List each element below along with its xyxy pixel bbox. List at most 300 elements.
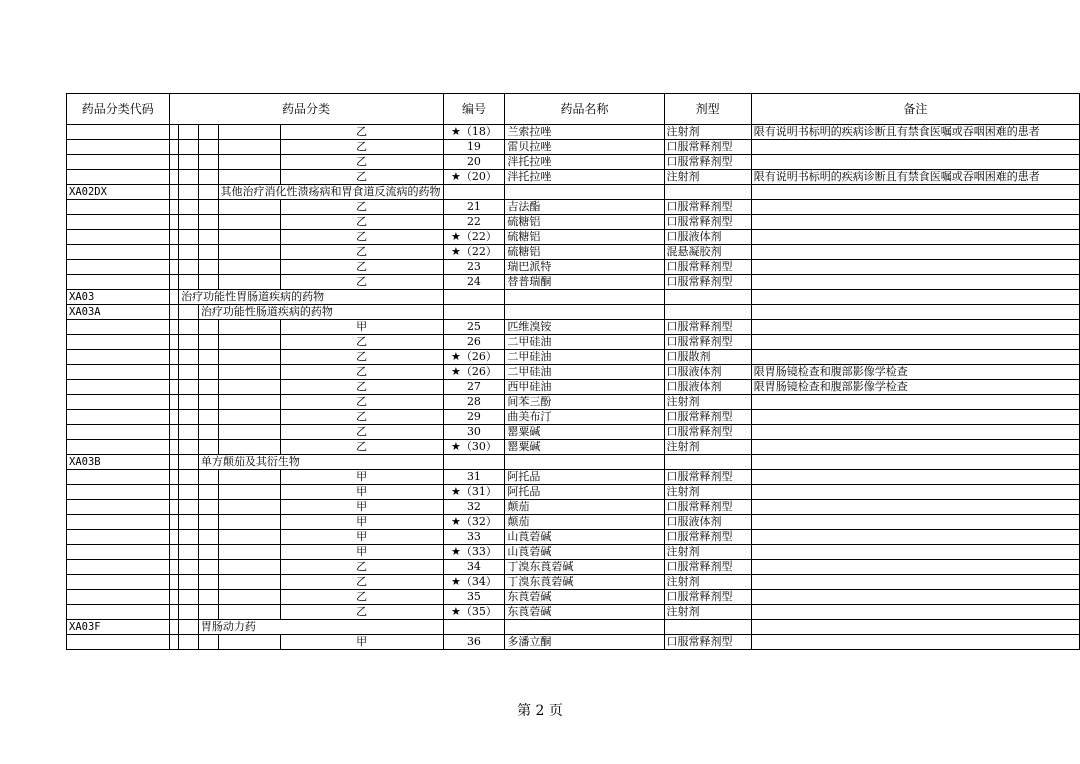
grade-cell: 甲 bbox=[280, 530, 443, 545]
number-cell: ★（33） bbox=[443, 545, 505, 560]
category-subcell bbox=[179, 425, 199, 440]
number-cell: ★（22） bbox=[443, 230, 505, 245]
number-cell: ★（26） bbox=[443, 365, 505, 380]
category-subcell bbox=[198, 215, 218, 230]
category-subcell bbox=[169, 260, 179, 275]
category-subcell bbox=[169, 485, 179, 500]
category-row bbox=[67, 185, 1080, 200]
table-row bbox=[67, 440, 1080, 455]
dosage-form-cell: 注射剂 bbox=[664, 545, 751, 560]
number-cell: 36 bbox=[443, 635, 505, 650]
dosage-form-cell: 口服常释剂型 bbox=[664, 470, 751, 485]
remark-cell bbox=[751, 530, 1079, 545]
remark-cell bbox=[751, 275, 1079, 290]
category-subcell bbox=[179, 365, 199, 380]
category-subcell bbox=[198, 395, 218, 410]
grade-cell: 乙 bbox=[280, 230, 443, 245]
dosage-form-cell: 口服液体剂 bbox=[664, 380, 751, 395]
grade-cell: 乙 bbox=[280, 410, 443, 425]
category-code-cell: XA03A bbox=[67, 305, 170, 320]
category-subcell bbox=[218, 500, 280, 515]
category-subcell bbox=[218, 260, 280, 275]
header-name: 药品名称 bbox=[505, 94, 664, 125]
remark-cell bbox=[751, 200, 1079, 215]
number-cell: 26 bbox=[443, 335, 505, 350]
code-cell bbox=[67, 335, 170, 350]
drug-name-cell: 丁溴东莨菪碱 bbox=[505, 560, 664, 575]
code-cell bbox=[67, 530, 170, 545]
category-subcell bbox=[179, 245, 199, 260]
drug-name-cell: 间苯三酚 bbox=[505, 395, 664, 410]
category-subcell bbox=[198, 245, 218, 260]
category-subcell bbox=[169, 380, 179, 395]
table-row bbox=[67, 575, 1080, 590]
category-subcell bbox=[179, 575, 199, 590]
grade-cell: 甲 bbox=[280, 635, 443, 650]
drug-name-cell: 泮托拉唑 bbox=[505, 155, 664, 170]
remark-cell bbox=[751, 230, 1079, 245]
drug-name-cell: 匹维溴铵 bbox=[505, 320, 664, 335]
dosage-form-cell: 口服液体剂 bbox=[664, 365, 751, 380]
remark-cell: 限胃肠镜检查和腹部影像学检查 bbox=[751, 380, 1079, 395]
category-subcell bbox=[179, 620, 199, 635]
grade-cell: 乙 bbox=[280, 275, 443, 290]
table-row bbox=[67, 410, 1080, 425]
code-cell bbox=[67, 140, 170, 155]
dosage-form-cell: 口服常释剂型 bbox=[664, 200, 751, 215]
header-code: 药品分类代码 bbox=[67, 94, 170, 125]
remark-cell: 限有说明书标明的疾病诊断且有禁食医嘱或吞咽困难的患者 bbox=[751, 125, 1079, 140]
dosage-form-cell: 口服常释剂型 bbox=[664, 155, 751, 170]
code-cell bbox=[67, 395, 170, 410]
category-subcell bbox=[198, 230, 218, 245]
code-cell bbox=[67, 380, 170, 395]
table-row bbox=[67, 500, 1080, 515]
category-subcell bbox=[169, 425, 179, 440]
category-subcell bbox=[179, 590, 199, 605]
number-cell bbox=[443, 185, 505, 200]
drug-name-cell: 雷贝拉唑 bbox=[505, 140, 664, 155]
category-subcell bbox=[218, 560, 280, 575]
category-subcell bbox=[169, 290, 179, 305]
category-subcell bbox=[218, 410, 280, 425]
table-row bbox=[67, 605, 1080, 620]
category-subcell bbox=[179, 485, 199, 500]
remark-cell bbox=[751, 350, 1079, 365]
dosage-form-cell: 注射剂 bbox=[664, 440, 751, 455]
number-cell: ★（35） bbox=[443, 605, 505, 620]
code-cell bbox=[67, 260, 170, 275]
category-subcell bbox=[169, 200, 179, 215]
grade-cell: 甲 bbox=[280, 320, 443, 335]
category-subcell bbox=[198, 590, 218, 605]
dosage-form-cell: 口服常释剂型 bbox=[664, 530, 751, 545]
dosage-form-cell: 混悬凝胶剂 bbox=[664, 245, 751, 260]
table-row bbox=[67, 515, 1080, 530]
category-subcell bbox=[218, 575, 280, 590]
code-cell bbox=[67, 155, 170, 170]
code-cell bbox=[67, 230, 170, 245]
category-subcell bbox=[169, 605, 179, 620]
table-row bbox=[67, 320, 1080, 335]
dosage-form-cell: 注射剂 bbox=[664, 605, 751, 620]
category-subcell bbox=[198, 515, 218, 530]
header-category: 药品分类 bbox=[169, 94, 443, 125]
category-title-cell: 治疗功能性肠道疾病的药物 bbox=[198, 305, 443, 320]
grade-cell: 乙 bbox=[280, 350, 443, 365]
remark-cell bbox=[751, 470, 1079, 485]
table-row bbox=[67, 260, 1080, 275]
category-subcell bbox=[179, 530, 199, 545]
code-cell bbox=[67, 365, 170, 380]
category-subcell bbox=[198, 155, 218, 170]
category-subcell bbox=[179, 320, 199, 335]
code-cell bbox=[67, 170, 170, 185]
category-subcell bbox=[179, 215, 199, 230]
category-subcell bbox=[198, 500, 218, 515]
category-subcell bbox=[218, 365, 280, 380]
remark-cell bbox=[751, 260, 1079, 275]
number-cell: 33 bbox=[443, 530, 505, 545]
table-row bbox=[67, 245, 1080, 260]
grade-cell: 甲 bbox=[280, 500, 443, 515]
drug-name-cell: 硫糖铝 bbox=[505, 215, 664, 230]
table-row bbox=[67, 140, 1080, 155]
code-cell bbox=[67, 515, 170, 530]
category-subcell bbox=[169, 350, 179, 365]
code-cell bbox=[67, 470, 170, 485]
number-cell: ★（26） bbox=[443, 350, 505, 365]
category-subcell bbox=[198, 470, 218, 485]
number-cell: ★（34） bbox=[443, 575, 505, 590]
drug-name-cell: 罂粟碱 bbox=[505, 425, 664, 440]
code-cell bbox=[67, 635, 170, 650]
category-subcell bbox=[198, 365, 218, 380]
number-cell bbox=[443, 305, 505, 320]
drug-name-cell: 二甲硅油 bbox=[505, 365, 664, 380]
category-subcell bbox=[179, 305, 199, 320]
category-title-cell: 胃肠动力药 bbox=[198, 620, 443, 635]
category-subcell bbox=[169, 230, 179, 245]
remark-cell bbox=[751, 440, 1079, 455]
remark-cell bbox=[751, 245, 1079, 260]
category-subcell bbox=[218, 470, 280, 485]
number-cell: ★（30） bbox=[443, 440, 505, 455]
page-number: 第 2 页 bbox=[517, 703, 563, 719]
category-subcell bbox=[179, 275, 199, 290]
table-header bbox=[67, 94, 1080, 125]
category-subcell bbox=[218, 485, 280, 500]
table-row bbox=[67, 215, 1080, 230]
category-subcell bbox=[169, 245, 179, 260]
category-row bbox=[67, 290, 1080, 305]
category-subcell bbox=[218, 215, 280, 230]
grade-cell: 乙 bbox=[280, 260, 443, 275]
grade-cell: 乙 bbox=[280, 335, 443, 350]
drug-name-cell: 多潘立酮 bbox=[505, 635, 664, 650]
category-subcell bbox=[179, 155, 199, 170]
remark-cell bbox=[751, 290, 1079, 305]
category-code-cell: XA03F bbox=[67, 620, 170, 635]
dosage-form-cell: 口服常释剂型 bbox=[664, 335, 751, 350]
drug-name-cell: 丁溴东莨菪碱 bbox=[505, 575, 664, 590]
category-subcell bbox=[179, 200, 199, 215]
table-row bbox=[67, 125, 1080, 140]
grade-cell: 乙 bbox=[280, 140, 443, 155]
code-cell bbox=[67, 245, 170, 260]
grade-cell: 乙 bbox=[280, 605, 443, 620]
code-cell bbox=[67, 350, 170, 365]
category-subcell bbox=[169, 305, 179, 320]
drug-name-cell: 颠茄 bbox=[505, 500, 664, 515]
dosage-form-cell: 口服常释剂型 bbox=[664, 320, 751, 335]
drug-name-cell: 兰索拉唑 bbox=[505, 125, 664, 140]
number-cell bbox=[443, 620, 505, 635]
category-subcell bbox=[169, 515, 179, 530]
category-subcell bbox=[179, 335, 199, 350]
category-subcell bbox=[218, 590, 280, 605]
category-subcell bbox=[169, 155, 179, 170]
drug-name-cell: 颠茄 bbox=[505, 515, 664, 530]
grade-cell: 乙 bbox=[280, 170, 443, 185]
category-subcell bbox=[169, 185, 179, 200]
category-subcell bbox=[179, 515, 199, 530]
category-subcell bbox=[169, 335, 179, 350]
code-cell bbox=[67, 560, 170, 575]
dosage-form-cell: 口服液体剂 bbox=[664, 230, 751, 245]
dosage-form-cell bbox=[664, 620, 751, 635]
code-cell bbox=[67, 440, 170, 455]
table-row bbox=[67, 335, 1080, 350]
drug-name-cell: 东莨菪碱 bbox=[505, 605, 664, 620]
header-remark: 备注 bbox=[751, 94, 1079, 125]
category-subcell bbox=[169, 620, 179, 635]
category-subcell bbox=[169, 575, 179, 590]
drug-name-cell bbox=[505, 290, 664, 305]
remark-cell: 限胃肠镜检查和腹部影像学检查 bbox=[751, 365, 1079, 380]
category-subcell bbox=[169, 365, 179, 380]
table-row bbox=[67, 470, 1080, 485]
category-subcell bbox=[218, 605, 280, 620]
remark-cell bbox=[751, 485, 1079, 500]
drug-name-cell bbox=[505, 455, 664, 470]
number-cell: 20 bbox=[443, 155, 505, 170]
header-number: 编号 bbox=[443, 94, 505, 125]
dosage-form-cell bbox=[664, 290, 751, 305]
remark-cell bbox=[751, 185, 1079, 200]
number-cell: 21 bbox=[443, 200, 505, 215]
category-subcell bbox=[218, 440, 280, 455]
category-subcell bbox=[169, 440, 179, 455]
drug-name-cell: 罂粟碱 bbox=[505, 440, 664, 455]
table-row bbox=[67, 590, 1080, 605]
category-subcell bbox=[218, 545, 280, 560]
number-cell: 23 bbox=[443, 260, 505, 275]
category-code-cell: XA02DX bbox=[67, 185, 170, 200]
grade-cell: 乙 bbox=[280, 590, 443, 605]
table-row bbox=[67, 365, 1080, 380]
drug-name-cell: 东莨菪碱 bbox=[505, 590, 664, 605]
number-cell bbox=[443, 455, 505, 470]
category-subcell bbox=[218, 635, 280, 650]
number-cell: 29 bbox=[443, 410, 505, 425]
drug-name-cell: 曲美布汀 bbox=[505, 410, 664, 425]
dosage-form-cell: 口服常释剂型 bbox=[664, 425, 751, 440]
remark-cell bbox=[751, 620, 1079, 635]
category-subcell bbox=[198, 410, 218, 425]
category-subcell bbox=[198, 200, 218, 215]
remark-cell bbox=[751, 425, 1079, 440]
number-cell: 35 bbox=[443, 590, 505, 605]
table-row bbox=[67, 275, 1080, 290]
category-row bbox=[67, 305, 1080, 320]
dosage-form-cell bbox=[664, 305, 751, 320]
category-subcell bbox=[218, 245, 280, 260]
table-row bbox=[67, 230, 1080, 245]
code-cell bbox=[67, 500, 170, 515]
dosage-form-cell: 口服液体剂 bbox=[664, 515, 751, 530]
category-subcell bbox=[179, 140, 199, 155]
category-subcell bbox=[179, 230, 199, 245]
category-subcell bbox=[169, 455, 179, 470]
remark-cell bbox=[751, 140, 1079, 155]
category-subcell bbox=[179, 410, 199, 425]
category-subcell bbox=[179, 395, 199, 410]
number-cell: 25 bbox=[443, 320, 505, 335]
table-row bbox=[67, 425, 1080, 440]
category-row bbox=[67, 620, 1080, 635]
category-subcell bbox=[198, 545, 218, 560]
drug-name-cell: 二甲硅油 bbox=[505, 350, 664, 365]
category-subcell bbox=[179, 545, 199, 560]
category-subcell bbox=[169, 590, 179, 605]
category-subcell bbox=[169, 500, 179, 515]
number-cell: ★（31） bbox=[443, 485, 505, 500]
remark-cell bbox=[751, 605, 1079, 620]
category-subcell bbox=[179, 635, 199, 650]
grade-cell: 乙 bbox=[280, 215, 443, 230]
dosage-form-cell: 口服常释剂型 bbox=[664, 590, 751, 605]
dosage-form-cell bbox=[664, 455, 751, 470]
drug-name-cell bbox=[505, 620, 664, 635]
drug-name-cell bbox=[505, 185, 664, 200]
category-subcell bbox=[179, 455, 199, 470]
number-cell: 34 bbox=[443, 560, 505, 575]
table-body bbox=[67, 125, 1080, 650]
category-subcell bbox=[198, 275, 218, 290]
category-subcell bbox=[169, 410, 179, 425]
category-subcell bbox=[198, 260, 218, 275]
category-subcell bbox=[218, 380, 280, 395]
table-row bbox=[67, 350, 1080, 365]
code-cell bbox=[67, 200, 170, 215]
category-subcell bbox=[179, 350, 199, 365]
table-row bbox=[67, 560, 1080, 575]
code-cell bbox=[67, 425, 170, 440]
category-subcell bbox=[198, 605, 218, 620]
grade-cell: 乙 bbox=[280, 425, 443, 440]
grade-cell: 乙 bbox=[280, 200, 443, 215]
code-cell bbox=[67, 320, 170, 335]
table-row bbox=[67, 635, 1080, 650]
remark-cell bbox=[751, 410, 1079, 425]
code-cell bbox=[67, 590, 170, 605]
category-title-cell: 其他治疗消化性溃疡病和胃食道反流病的药物 bbox=[218, 185, 443, 200]
category-subcell bbox=[169, 470, 179, 485]
drug-name-cell: 瑞巴派特 bbox=[505, 260, 664, 275]
category-subcell bbox=[169, 560, 179, 575]
number-cell: 32 bbox=[443, 500, 505, 515]
grade-cell: 乙 bbox=[280, 395, 443, 410]
category-subcell bbox=[198, 350, 218, 365]
grade-cell: 甲 bbox=[280, 485, 443, 500]
dosage-form-cell: 注射剂 bbox=[664, 170, 751, 185]
drug-name-cell: 泮托拉唑 bbox=[505, 170, 664, 185]
category-subcell bbox=[179, 500, 199, 515]
category-subcell bbox=[218, 320, 280, 335]
remark-cell bbox=[751, 545, 1079, 560]
number-cell: ★（18） bbox=[443, 125, 505, 140]
category-subcell bbox=[198, 140, 218, 155]
category-subcell bbox=[198, 335, 218, 350]
category-subcell bbox=[179, 560, 199, 575]
table-row bbox=[67, 380, 1080, 395]
category-subcell bbox=[198, 635, 218, 650]
table-row bbox=[67, 530, 1080, 545]
grade-cell: 乙 bbox=[280, 365, 443, 380]
category-subcell bbox=[179, 380, 199, 395]
category-row bbox=[67, 455, 1080, 470]
number-cell: 19 bbox=[443, 140, 505, 155]
category-subcell bbox=[179, 470, 199, 485]
remark-cell bbox=[751, 155, 1079, 170]
category-subcell bbox=[198, 440, 218, 455]
category-subcell bbox=[169, 215, 179, 230]
grade-cell: 乙 bbox=[280, 245, 443, 260]
category-subcell bbox=[218, 350, 280, 365]
drug-name-cell: 二甲硅油 bbox=[505, 335, 664, 350]
dosage-form-cell: 注射剂 bbox=[664, 395, 751, 410]
remark-cell: 限有说明书标明的疾病诊断且有禁食医嘱或吞咽困难的患者 bbox=[751, 170, 1079, 185]
category-subcell bbox=[198, 185, 218, 200]
remark-cell bbox=[751, 320, 1079, 335]
category-subcell bbox=[179, 125, 199, 140]
category-subcell bbox=[179, 260, 199, 275]
number-cell: 31 bbox=[443, 470, 505, 485]
code-cell bbox=[67, 215, 170, 230]
category-subcell bbox=[218, 425, 280, 440]
drug-name-cell: 替普瑞酮 bbox=[505, 275, 664, 290]
remark-cell bbox=[751, 590, 1079, 605]
dosage-form-cell: 注射剂 bbox=[664, 125, 751, 140]
dosage-form-cell: 口服常释剂型 bbox=[664, 215, 751, 230]
category-subcell bbox=[218, 515, 280, 530]
category-subcell bbox=[198, 170, 218, 185]
grade-cell: 甲 bbox=[280, 515, 443, 530]
number-cell: 24 bbox=[443, 275, 505, 290]
remark-cell bbox=[751, 455, 1079, 470]
category-subcell bbox=[169, 275, 179, 290]
table-row bbox=[67, 170, 1080, 185]
category-subcell bbox=[218, 125, 280, 140]
number-cell: 22 bbox=[443, 215, 505, 230]
grade-cell: 乙 bbox=[280, 155, 443, 170]
category-subcell bbox=[198, 485, 218, 500]
category-subcell bbox=[169, 545, 179, 560]
number-cell: ★（20） bbox=[443, 170, 505, 185]
dosage-form-cell: 口服常释剂型 bbox=[664, 260, 751, 275]
drug-catalog-table bbox=[66, 93, 1080, 650]
